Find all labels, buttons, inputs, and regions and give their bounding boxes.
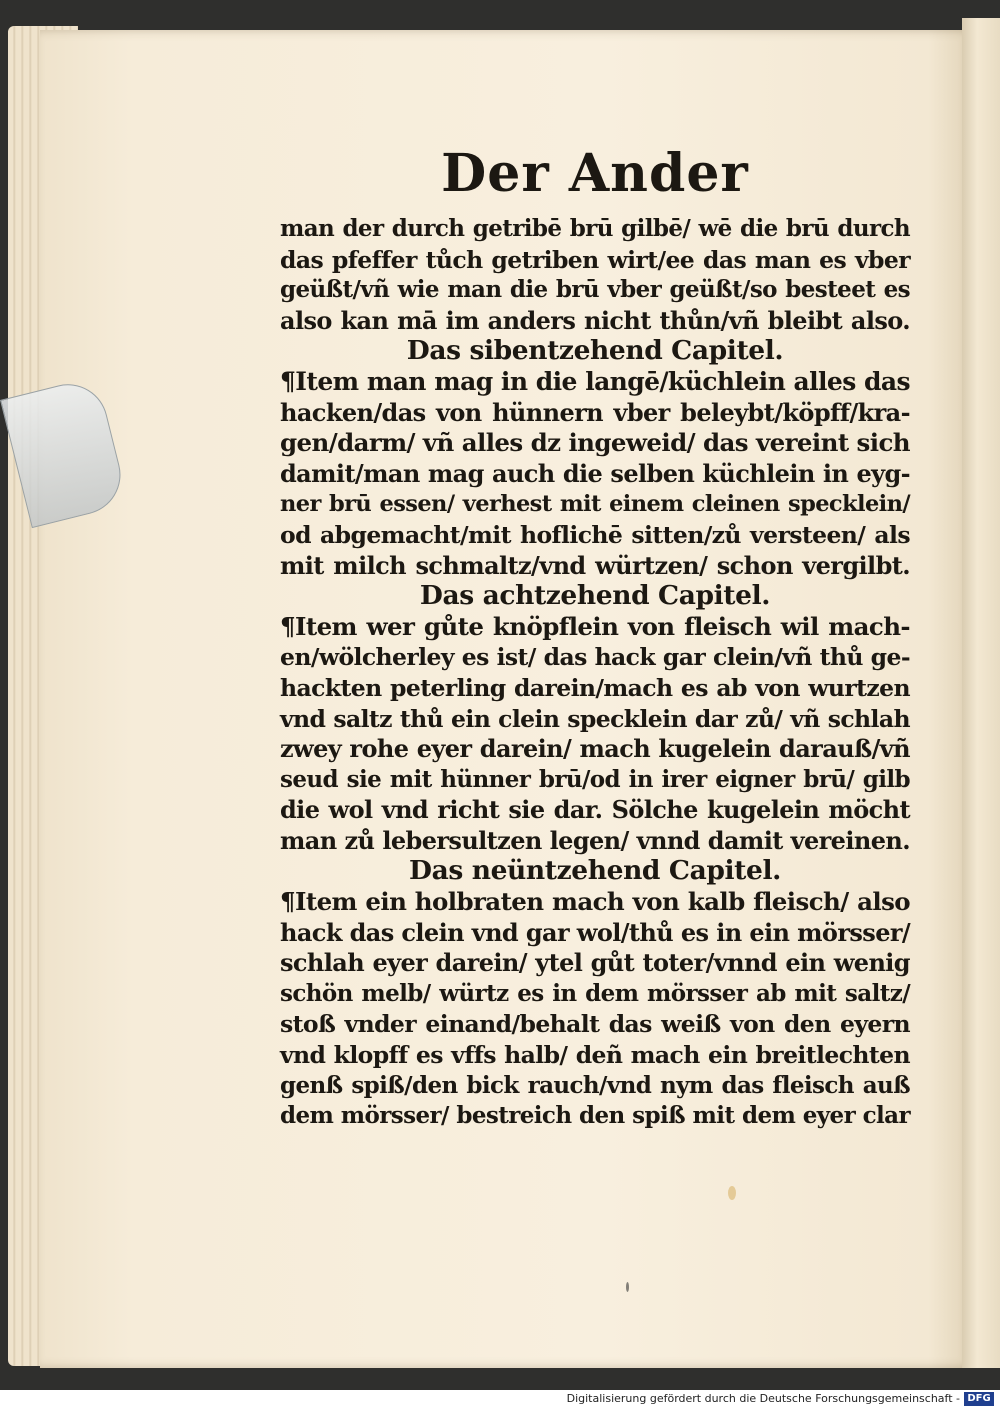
text-line: ¶Item man mag in die langē/küchlein alles das [280,366,910,396]
text-line: ¶Item ein holbraten mach von kalb fleisch/ also [280,887,910,917]
text-line: genß spiß/den bick rauch/vnd nym das fleisch auß [280,1071,910,1099]
text-line: en/wölcherley es ist/ das hack gar clein/vñ thů ge- [280,643,910,672]
text-line: schön melb/ würtz es in dem mörsser ab mit saltz/ [280,979,910,1007]
text-line: mit milch schmaltz/vnd würtzen/ schon vergilbt. [280,550,910,580]
facing-page-edge [962,18,1000,1368]
text-line: gen/darm/ vñ alles dz ingeweid/ das vereint sich [280,428,910,458]
text-line: geüßt/vñ wie man die brū vber geüßt/so besteet es [280,276,910,304]
text-line: das pfeffer tůch getriben wirt/ee das man es vber [280,245,910,274]
ink-fleck [728,1186,736,1200]
footer-credit: Digitalisierung gefördert durch die Deutsche Forschungsgemeinschaft - [566,1392,960,1405]
text-line: hacken/das von hünnern vber beleybt/köpff/kra- [280,397,910,427]
text-line: man zů lebersultzen legen/ vnnd damit vereinen. [280,825,910,855]
text-line: ner brū essen/ verhest mit einem cleinen specklein/ [280,491,910,518]
text-line: hackten peterling darein/mach es ab von wurtzen [280,673,910,702]
text-line: od abgemacht/mit hoflichē sitten/zů versteen/ als [280,520,910,549]
text-line: zwey rohe eyer darein/ mach kugelein darauß/vñ [280,734,910,764]
text-line: die wol vnd richt sie dar. Sölche kugelein möcht [280,795,910,825]
chapter-heading: Das neüntzehend Capitel. [409,855,781,887]
chapter-heading: Das sibentzehend Capitel. [406,335,784,367]
chapter-heading: Das achtzehend Capitel. [419,580,771,612]
text-block [280,142,910,1132]
text-line: dem mörsser/ bestreich den spiß mit dem eyer clar [280,1102,910,1130]
text-line: schlah eyer darein/ ytel gůt toter/vnnd ein wenig [280,948,910,978]
text-line: damit/man mag auch die selben küchlein in eyg- [280,458,910,488]
text-line: seud sie mit hünner brū/od in irer eigner brū/ gilb [280,765,910,793]
page-title: Der Ander [441,143,749,204]
text-line: vnd saltz thů ein clein specklein dar zů/ vñ schlah [280,704,910,733]
text-line: also kan mā im anders nicht thůn/vñ bleibt also. [280,305,910,335]
text-lines [280,214,910,1132]
dfg-logo: DFG [964,1392,994,1406]
ink-fleck [626,1282,629,1292]
text-line: vnd klopff es vffs halb/ deñ mach ein breitlechten [280,1041,910,1070]
text-line: hack das clein vnd gar wol/thů es in ein mörsser/ [280,917,911,947]
text-line: man der durch getribē brū gilbē/ wē die brū durch [280,215,910,242]
text-line: ¶Item wer gůte knöpflein von fleisch wil mach- [280,611,910,641]
text-line: stoß vnder einand/behalt das weiß von den eyern [280,1010,910,1039]
footer-bar [0,1390,1000,1409]
